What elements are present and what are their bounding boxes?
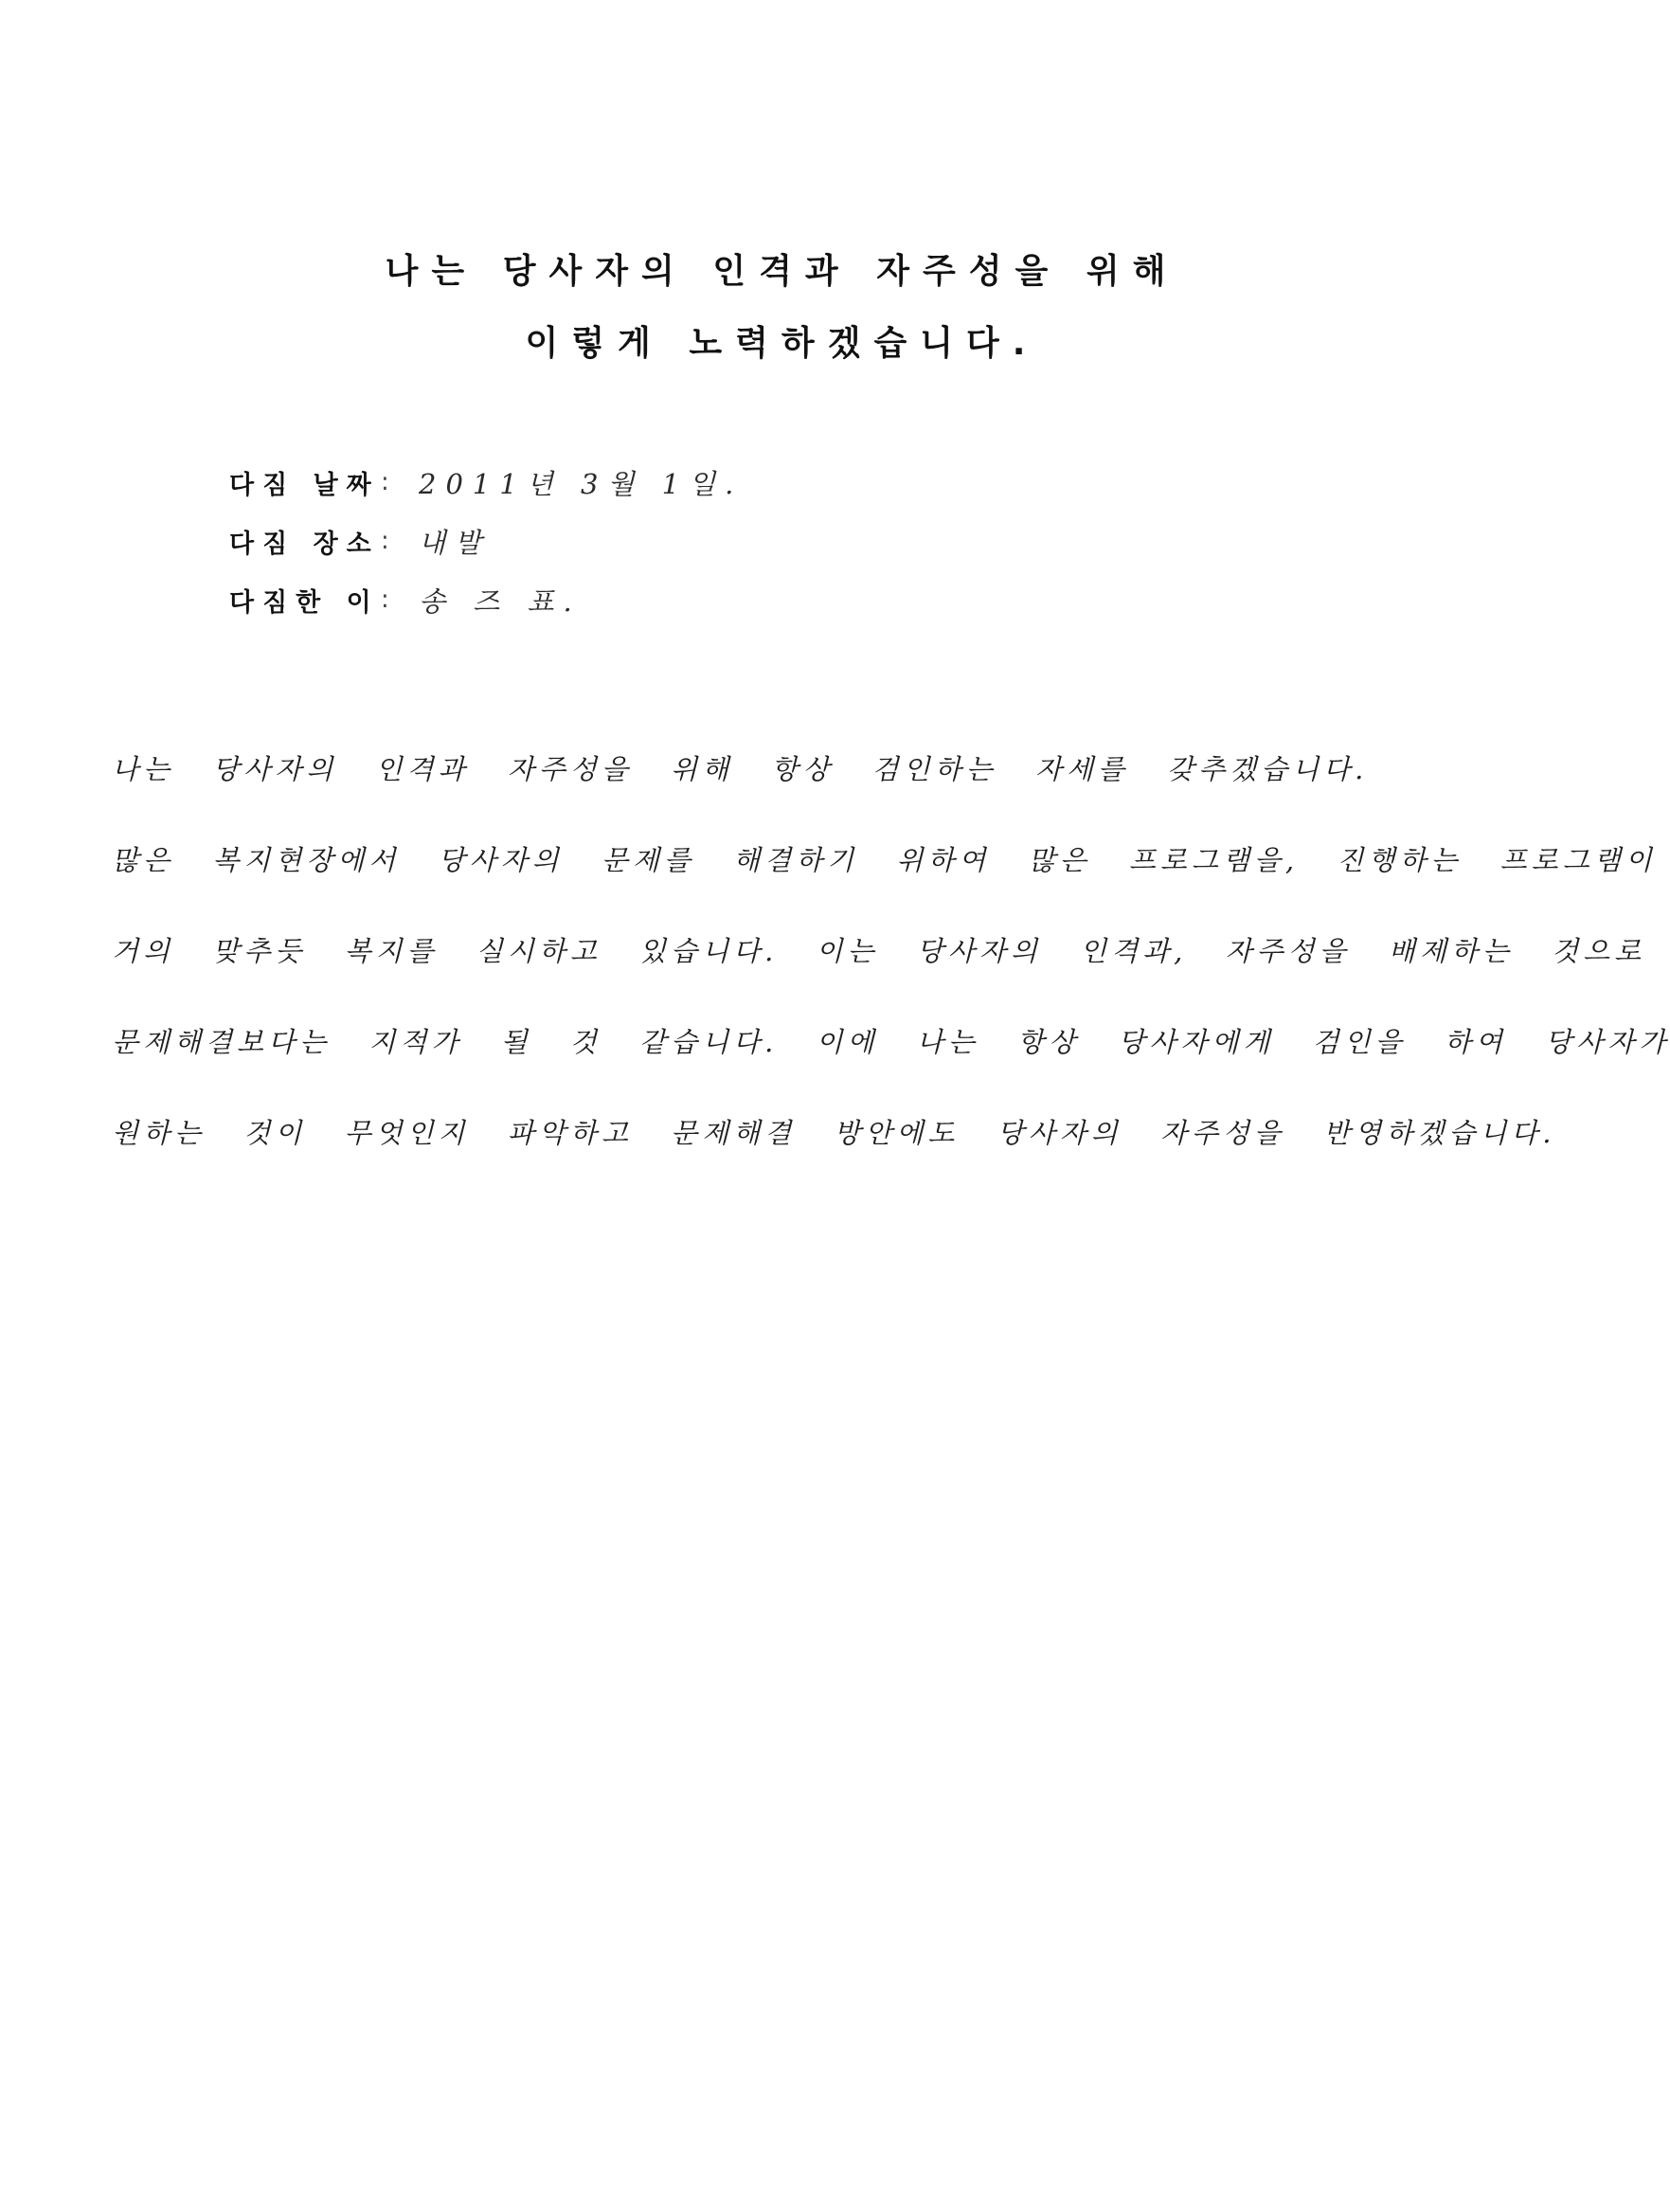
pledge-text-line: 많은 복지현장에서 당사자의 문제를 해결하기 위하여 많은 프로그램을, 진행하는 프로그램이: [112, 844, 1657, 876]
pledge-text-line: 원하는 것이 무엇인지 파악하고 문제해결 방안에도 당사자의 자주성을 반영하겠습니다.: [112, 1117, 1556, 1149]
pledge-text-line: 거의 맞추듯 복지를 실시하고 있습니다. 이는 당사자의 인격과, 자주성을 배제하는 것으로: [112, 935, 1646, 967]
pledge-place-value: 내발: [419, 526, 492, 559]
pledge-text-line: 문제해결보다는 지적가 될 것 같습니다. 이에 나는 항상 당사자에게 검인을 하여 당사자가: [112, 1026, 1670, 1058]
document-title-line-1: 나는 당사자의 인격과 자주성을 위해: [385, 252, 1179, 291]
pledge-text-line: 나는 당사자의 인격과 자주성을 위해 항상 검인하는 자세를 갖추겠습니다.: [112, 753, 1369, 785]
handwritten-pledge-text: [112, 741, 1670, 1196]
pledge-info: [229, 453, 1082, 629]
pledge-date-row: [229, 453, 1082, 512]
pledge-place-colon: :: [381, 527, 389, 555]
pledge-date-label: 다짐 날짜: [229, 470, 380, 500]
pledge-person-colon: :: [381, 585, 389, 614]
pledge-place-row: [229, 512, 1082, 570]
pledge-date-colon: :: [381, 468, 389, 496]
pledge-person-row: [229, 570, 1082, 629]
pledge-person-value: 송 즈 표.: [419, 584, 582, 618]
pledge-person-label: 다짐한 이: [229, 587, 380, 618]
document-title-line-2: 이렇게 노력하겠습니다.: [525, 324, 1039, 363]
pledge-date-value: 2011년 3월 1일.: [419, 467, 744, 500]
pledge-place-label: 다짐 장소: [229, 529, 380, 559]
